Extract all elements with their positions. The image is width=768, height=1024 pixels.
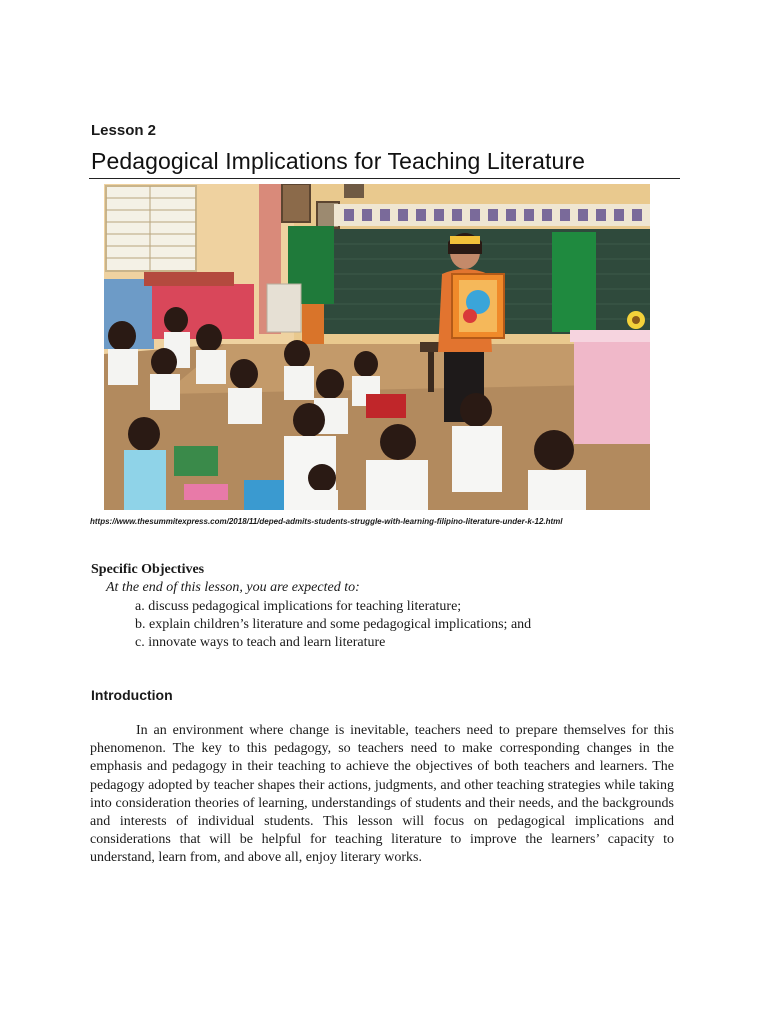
photo-credit: https://www.thesummitexpress.com/2018/11/deped-admits-students-struggle-with-learning-filipino-literature-under-k-12.html bbox=[90, 517, 563, 526]
objectives-intro: At the end of this lesson, you are expected to: bbox=[106, 580, 360, 595]
lesson-label: Lesson 2 bbox=[91, 122, 157, 139]
objective-item: a. discuss pedagogical implications for teaching literature; bbox=[135, 599, 462, 614]
objective-item: c. innovate ways to teach and learn literature bbox=[135, 635, 386, 650]
classroom-photo bbox=[104, 184, 650, 510]
lesson-title: Pedagogical Implications for Teaching Literature bbox=[91, 148, 586, 174]
objective-item: b. explain children’s literature and some pedagogical implications; and bbox=[135, 617, 532, 632]
introduction-paragraph: In an environment where change is inevitable, teachers need to prepare themselves for this phenomenon. The key to this pedagogy, so teachers need to make corresponding changes in the emphasis and pedagogy in their teaching to achieve the objectives of both teachers and learners. The pedagogy adopted by teacher shapes their actions, judgments, and other teaching strategies while taking into consideration theories of learning, understandings of students and their needs, and the backgrounds and interests of individual students. This lesson will focus on pedagogical implications and considerations that will be helpful for teaching literature to improve the learners’ capacity to understand, learn from, and above all, enjoy literary works. bbox=[90, 723, 674, 866]
introduction-heading: Introduction bbox=[91, 687, 173, 703]
objectives-heading: Specific Objectives bbox=[91, 562, 205, 577]
title-divider bbox=[89, 178, 680, 179]
